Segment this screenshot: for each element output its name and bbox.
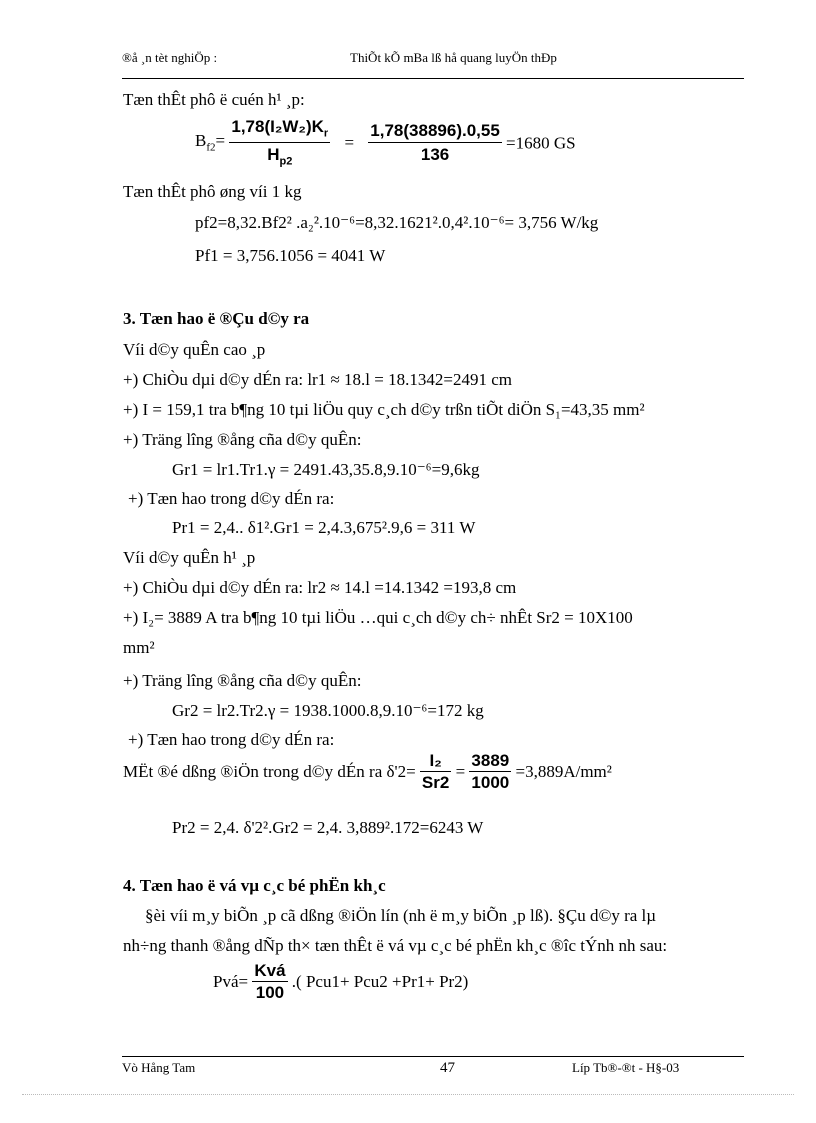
fraction-symbolic	[420, 752, 451, 791]
formula-lhs-sub: f2	[206, 141, 216, 154]
text-line: Tæn thÊt phô øng víi 1 kg	[123, 182, 302, 201]
formula-line: Pr1 = 2,4.. δ1².Gr1 = 2,4.3,675².9,6 = 311 W	[172, 518, 476, 537]
fraction-denominator: 136	[420, 145, 450, 165]
formula-pvo	[213, 962, 468, 1001]
fraction-kvo	[252, 962, 287, 1001]
fraction-numeric	[469, 752, 511, 791]
text-line: +) ChiÒu dµi d©y dÉn ra: lr1 ≈ 18.l = 18.1342=2491 cm	[123, 370, 512, 389]
fraction-denominator-sub: p2	[279, 155, 293, 168]
section-title: 4. Tæn hao ë vá vµ c¸c bé phËn kh¸c	[123, 876, 386, 895]
fraction-numerator: 3889	[471, 751, 510, 770]
text-line: +) Tæn hao trong d©y dÉn ra:	[128, 730, 335, 749]
text-line: +) I₂= 3889 A tra b¶ng 10 tµi liÖu …qui c¸ch d©y ch÷ nhÊt Sr2 = 10X100	[123, 608, 633, 627]
text-line: +) Träng lîng ®ång cña d©y quÊn:	[123, 671, 362, 690]
text-line: +) Tæn hao trong d©y dÉn ra:	[128, 489, 335, 508]
formula-line: Pf1 = 3,756.1056 = 4041 W	[195, 246, 386, 265]
header-title: ThiÕt kÕ mBa lß hå quang luyÖn thÐp	[350, 50, 557, 65]
text-line: Víi d©y quÊn h¹ ¸p	[123, 548, 256, 567]
fraction-numerator: 1,78(I₂W₂)K	[231, 117, 324, 136]
footer-author: Vò Hång Tam	[122, 1060, 196, 1075]
text-line: +) I = 159,1 tra b¶ng 10 tµi liÖu quy c¸ch d©y trßn tiÕt diÖn S₁=43,35 mm²	[123, 400, 645, 419]
header-rule	[122, 78, 744, 79]
formula-line: Pr2 = 2,4. δ'2².Gr2 = 2,4. 3,889².172=6243 W	[172, 818, 484, 837]
formula-line: pf2=8,32.Bf2² .a₂².10⁻⁶=8,32.1621².0,4².10⁻⁶= 3,756 W/kg	[195, 213, 599, 232]
text-line: Víi d©y quÊn cao ¸p	[123, 340, 266, 359]
fraction-numerator: I₂	[420, 752, 451, 772]
formula-result: =3,889A/mm²	[515, 762, 612, 781]
formula-lhs: B	[195, 131, 207, 151]
page-bottom-dotted-line	[22, 1094, 794, 1095]
formula-rest: .( Pcu1+ Pcu2 +Pr1+ Pr2)	[291, 972, 469, 991]
formula-current-density: MËt ®é dßng ®iÖn trong d©y dÉn ra δ'2= $\frac{\text{I₂}}{Sr2}$ = $\frac{3889}{1000}$ =3,889A/mm²	[123, 751, 612, 792]
fraction-denominator: 100	[255, 983, 285, 1002]
text-line: +) Träng lîng ®ång cña d©y quÊn:	[123, 430, 362, 449]
section-title: 3. Tæn hao ë ®Çu d©y ra	[123, 309, 310, 328]
formula-result: =1680 GS	[506, 133, 576, 153]
fraction-numeric	[368, 122, 502, 163]
footer-class: Líp Tb®-®t - H§-03	[572, 1060, 680, 1075]
formula-line: Gr1 = lr1.Tr1.γ = 2491.43,35.8,9.10⁻⁶=9,6kg	[172, 460, 480, 479]
header-left: ®å ¸n tèt nghiÖp :	[122, 50, 218, 65]
fraction-denominator: 1000	[471, 773, 510, 792]
formula-line: Gr2 = lr2.Tr2.γ = 1938.1000.8,9.10⁻⁶=172 kg	[172, 701, 484, 720]
fraction-numerator: 1,78(38896).0,55	[368, 122, 502, 143]
fraction-numerator: Kvá	[254, 961, 286, 980]
formula-lhs: Pvá=	[213, 972, 249, 991]
formula-bf2: $B_{f2}=$ $\frac{1,78(I_2W_2)K_r}{H_{p2}}$ = $\frac{1,78(38896).0,55}{136}$ =1680 GS	[195, 117, 576, 168]
formula-prefix: MËt ®é dßng ®iÖn trong d©y dÉn ra δ'2=	[123, 762, 416, 781]
page-number: 47	[440, 1060, 455, 1076]
text-line: Tæn thÊt phô ë cuén h¹ ¸p:	[123, 90, 305, 109]
footer-rule	[122, 1056, 744, 1057]
text-line: nh÷ng thanh ®ång dÑp th× tæn thÊt ë vá vµ c¸c bé phËn kh¸c ®îc tÝnh nh sau:	[123, 936, 668, 955]
text-line: mm²	[123, 638, 155, 657]
text-line: §èi víi m¸y biÕn ¸p cã dßng ®iÖn lín (nh ë m¸y biÕn ¸p lß). §Çu d©y ra lµ	[145, 906, 657, 925]
fraction-numerator-sub: r	[323, 127, 329, 140]
fraction-symbolic	[229, 118, 330, 168]
text-line: +) ChiÒu dµi d©y dÉn ra: lr2 ≈ 14.l =14.1342 =193,8 cm	[123, 578, 517, 597]
fraction-denominator: Sr2	[421, 773, 450, 792]
fraction-denominator: H	[267, 145, 280, 165]
